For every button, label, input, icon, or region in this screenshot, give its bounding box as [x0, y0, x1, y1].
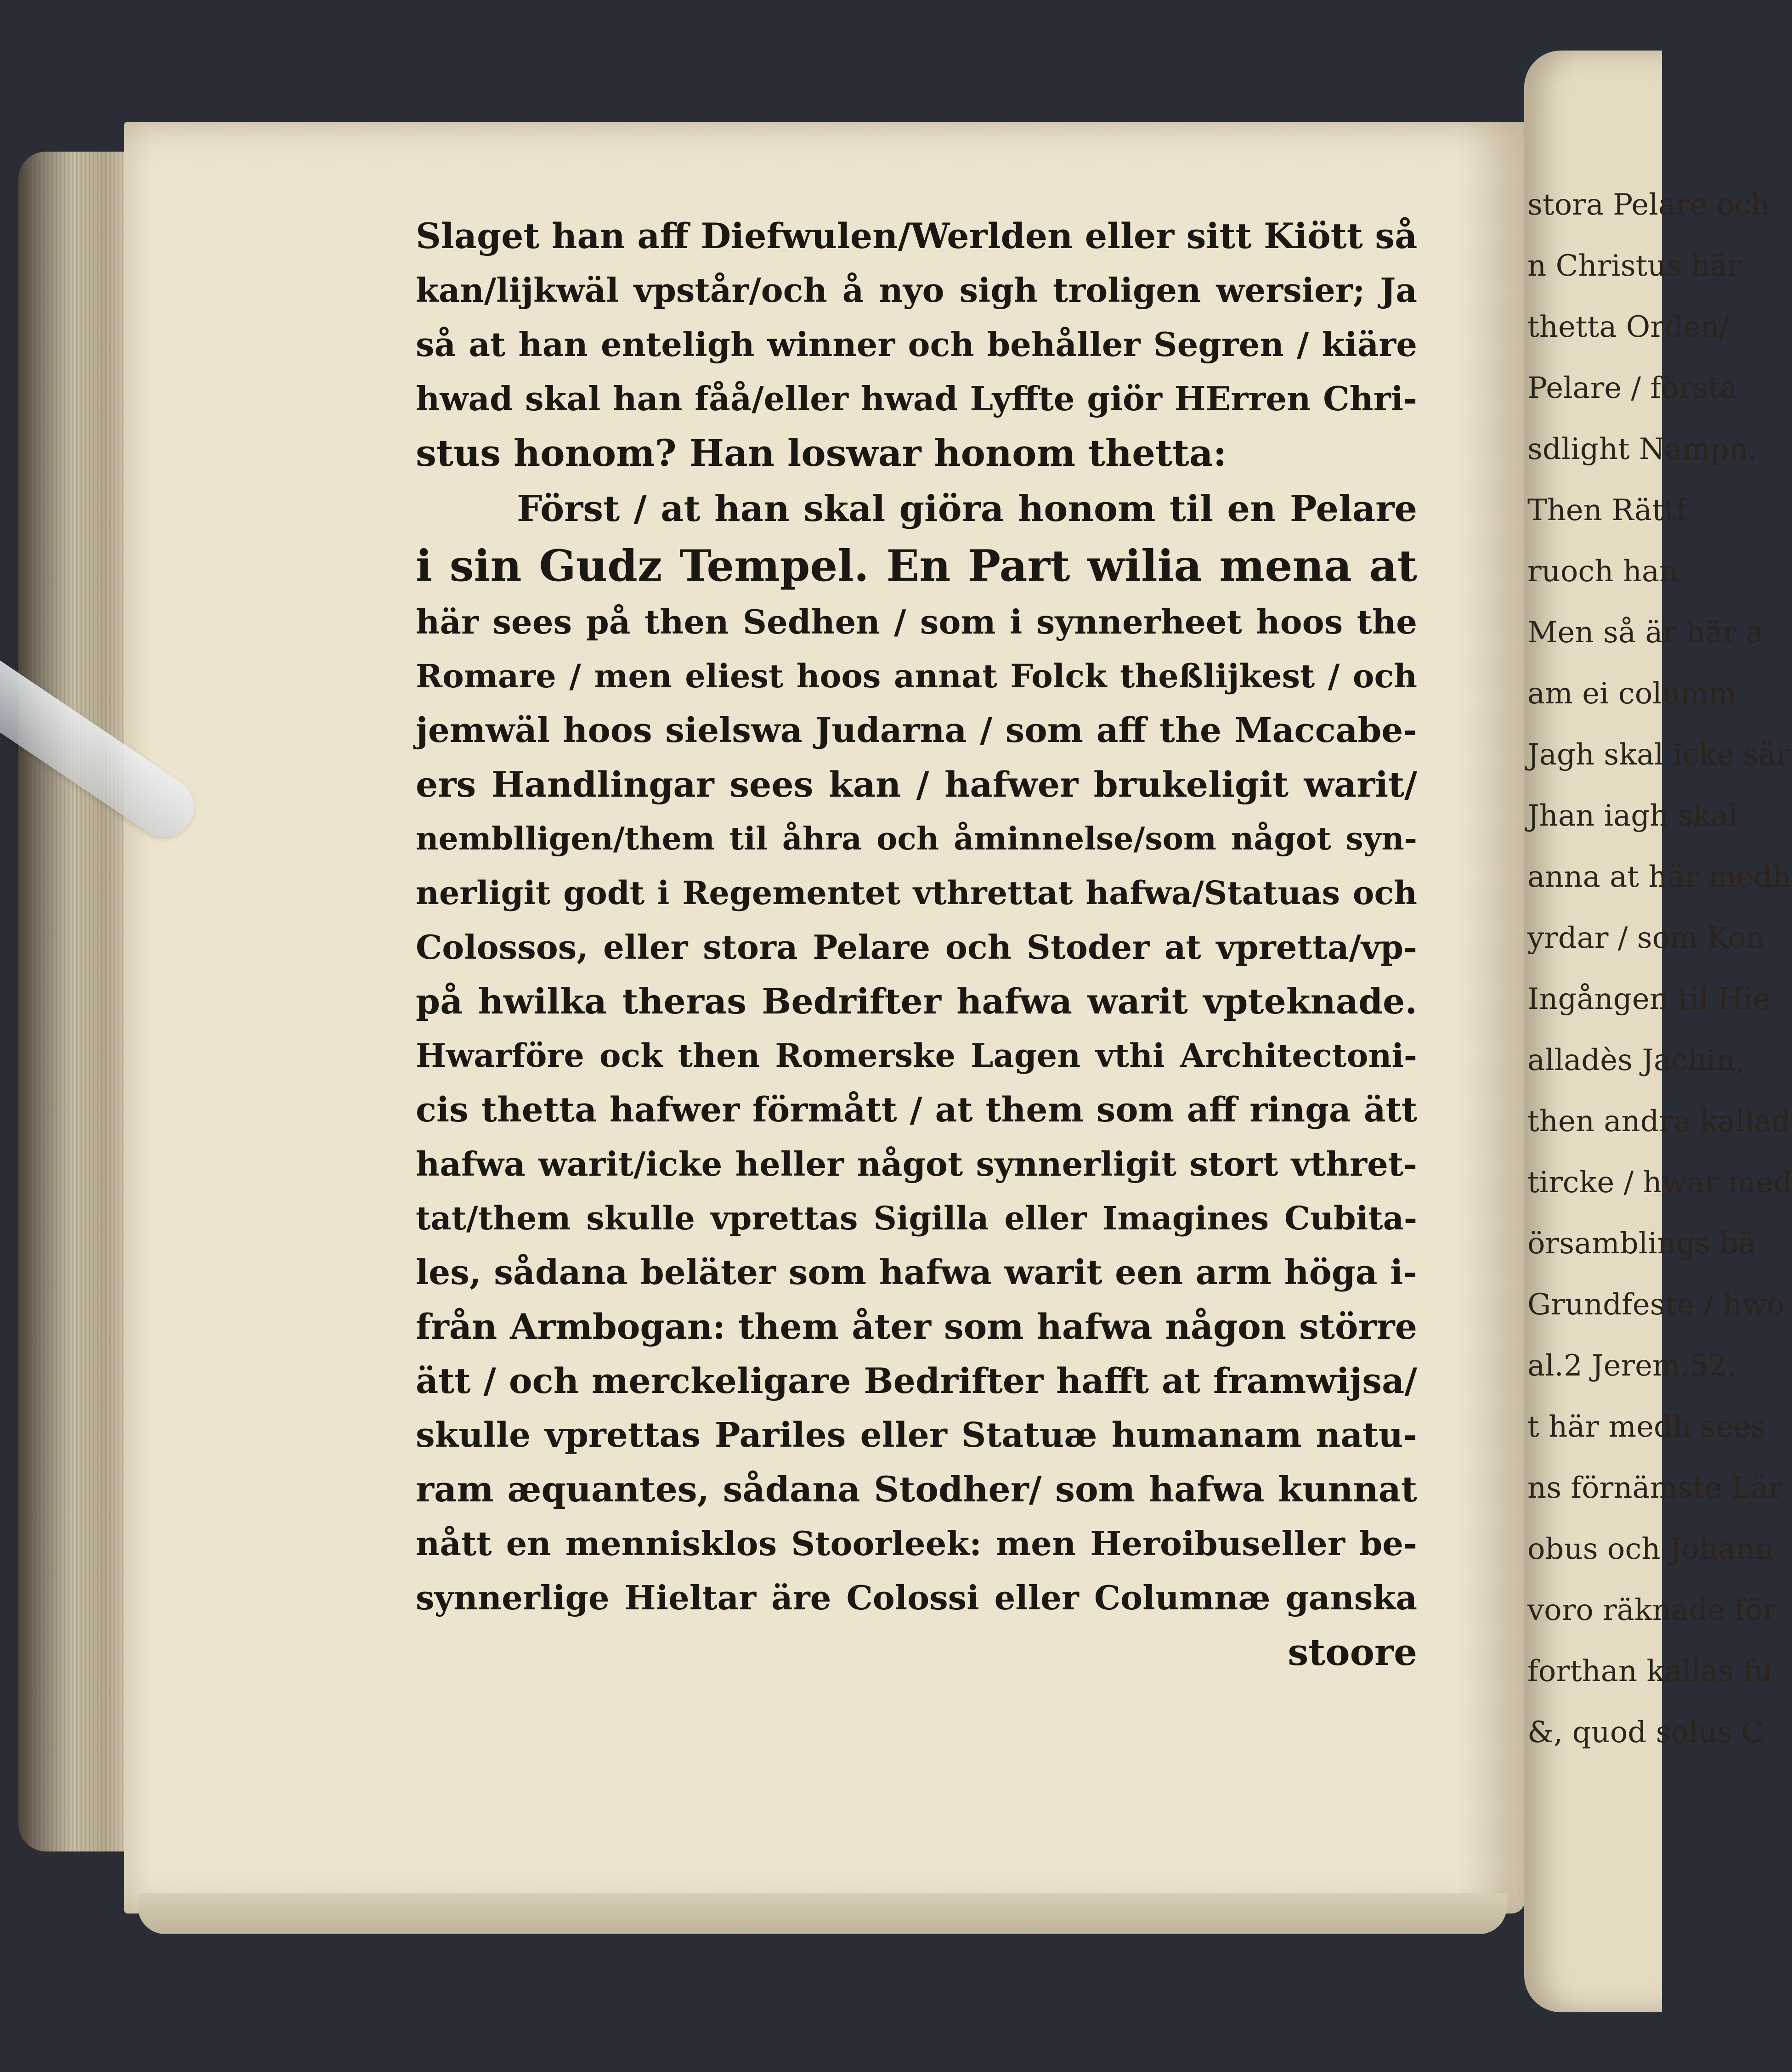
text-line: nerligit godt i Regementet vthrettat hafwa/Statuas och — [416, 874, 1417, 912]
right-line: alladès Jachin, — [1527, 1043, 1745, 1077]
right-line: obus och Johann — [1527, 1532, 1774, 1566]
right-line: al.2 Jerem.52. — [1527, 1349, 1736, 1383]
right-line: sdlight Nampn. — [1527, 432, 1758, 466]
right-line: ruoch han — [1527, 555, 1679, 589]
text-line: hafwa warit/icke heller något synnerligit stort vthret- — [416, 1144, 1417, 1183]
right-line: tircke / hwar med — [1527, 1166, 1792, 1200]
text-line: cis thetta hafwer förmått / at them som aff ringa ätt — [416, 1090, 1417, 1130]
right-line: ns förnämste Lär — [1527, 1471, 1783, 1505]
text-line: ers Handlingar sees kan / hafwer brukeligit warit/ — [416, 764, 1417, 805]
right-line: yrdar / som Kon — [1527, 921, 1765, 955]
text-line: Hwarföre ock then Romerske Lagen vthi Architectoni- — [416, 1036, 1417, 1075]
catchword: stoore — [1288, 1630, 1417, 1674]
text-line: här sees på then Sedhen / som i synnerheet hoos the — [416, 602, 1417, 641]
right-line: voro räknade för — [1527, 1593, 1777, 1627]
text-line-paragraph-start: Först / at han skal giöra honom til en Pelare — [517, 488, 1417, 530]
text-line: hwad skal han fåå/eller hwad Lyffte giör HErren Chri- — [416, 379, 1417, 418]
right-page-text — [1527, 175, 1792, 1763]
text-line: på hwilka theras Bedrifter hafwa warit vpteknade. — [416, 981, 1417, 1022]
right-line: then andra kallad — [1527, 1104, 1791, 1138]
text-line: nått en mennisklos Stoorleek: men Heroibuseller be- — [416, 1524, 1417, 1563]
right-line: anna at här medh — [1527, 860, 1792, 894]
text-line: stus honom? Han loswar honom thetta: — [416, 431, 1227, 475]
text-line: kan/lijkwäl vpstår/och å nyo sigh troligen wersier; Ja — [416, 271, 1417, 310]
text-line: ram æquantes, sådana Stodher/ som hafwa kunnat — [416, 1469, 1417, 1510]
right-line: Jhan iagh skal — [1527, 799, 1738, 833]
right-line: stora Pelare och — [1527, 188, 1770, 222]
text-line: så at han enteligh winner och behåller Segren / kiäre — [416, 325, 1417, 364]
text-line: från Armbogan: them åter som hafwa någon större — [416, 1306, 1417, 1347]
right-line: &, quod solus C — [1527, 1715, 1764, 1749]
text-line: i sin Gudz Tempel. En Part wilia mena at — [416, 541, 1417, 591]
right-line: t här medh sees — [1527, 1410, 1766, 1444]
right-line: Then Rättf — [1527, 493, 1687, 527]
right-line: n Christus här — [1527, 249, 1741, 283]
main-text-block — [416, 209, 1417, 1679]
text-line: tat/them skulle vprettas Sigilla eller Imagines Cubita- — [416, 1199, 1417, 1237]
right-line: Grundfeste / hwo — [1527, 1288, 1785, 1322]
text-line: Colossos, eller stora Pelare och Stoder at vpretta/vp- — [416, 928, 1417, 967]
text-line: skulle vprettas Pariles eller Statuæ humanam natu- — [416, 1415, 1417, 1455]
right-line: Pelare / första — [1527, 371, 1737, 405]
right-line: Ingången til Hie — [1527, 982, 1770, 1016]
text-line: ätt / och merckeligare Bedrifter hafft at framwijsa/ — [416, 1360, 1417, 1401]
text-line: jemwäl hoos sielswa Judarna / som aff the Maccabe- — [416, 711, 1417, 750]
right-line: forthan kallas fu — [1527, 1654, 1773, 1688]
right-line: thetta Orden/ — [1527, 310, 1730, 344]
text-line: synnerlige Hieltar äre Colossi eller Columnæ ganska — [416, 1578, 1417, 1617]
text-line: Romare / men eliest hoos annat Folck theßlijkest / och — [416, 657, 1417, 695]
right-line: Men så är här a — [1527, 616, 1764, 650]
right-line: am ei columm — [1527, 677, 1737, 711]
page-bottom-edge — [138, 1893, 1507, 1934]
right-line: örsamblings bä — [1527, 1227, 1756, 1261]
text-line: les, sådana beläter som hafwa warit een arm höga i- — [416, 1253, 1417, 1292]
right-line: Jagh skal icke sär — [1527, 738, 1790, 772]
text-line: nemblligen/them til åhra och åminnelse/som något syn- — [416, 821, 1417, 857]
text-line: Slaget han aff Diefwulen/Werlden eller sitt Kiött så — [416, 215, 1418, 256]
